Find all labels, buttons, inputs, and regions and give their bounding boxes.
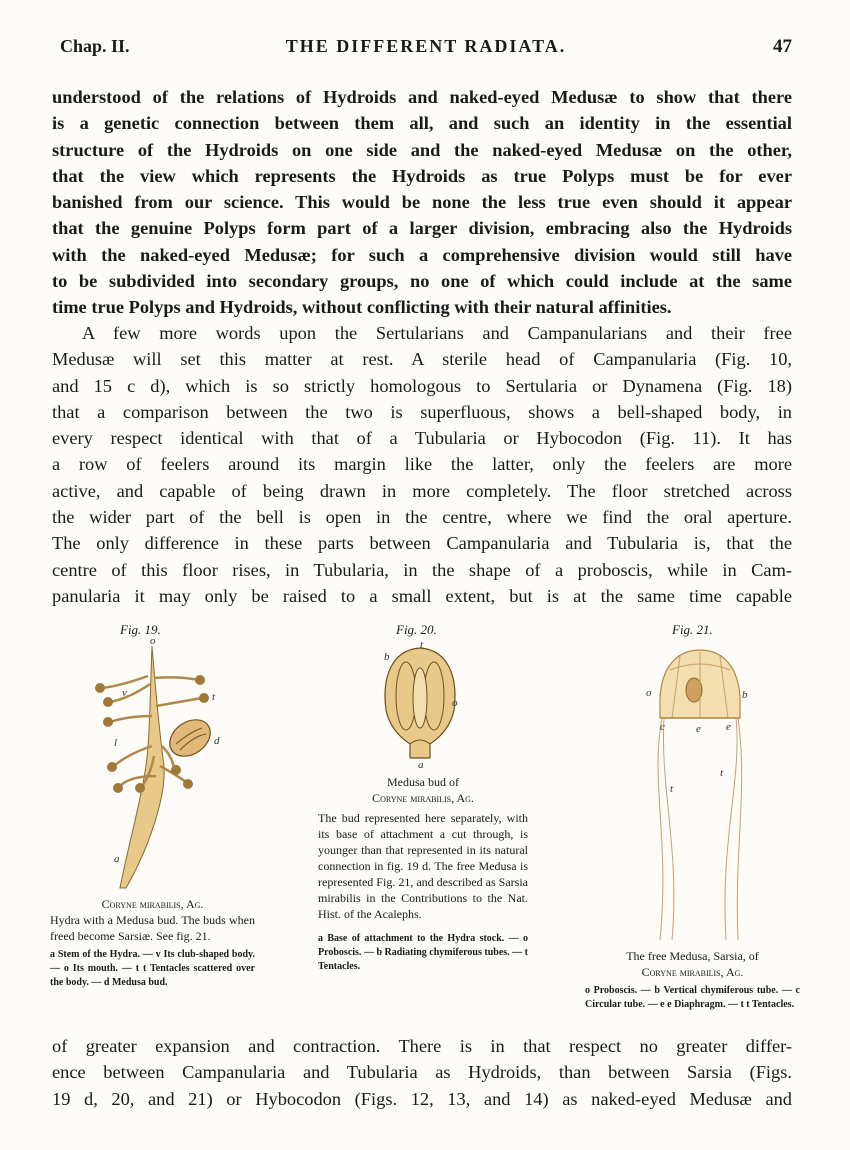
fig-19-legend: a Stem of the Hydra. — v Its club-shaped body. — o Its mouth. — t t Tentacles scattered over the body. — d Medusa bud. [50,949,255,988]
fig-21-legend: o Proboscis. — b Vertical chymiferous tube. — c Circular tube. — e e Diaphragm. — t t Tentacles. [585,985,800,1010]
fig-19-letter-l: l [114,737,118,749]
text-line: a row of feelers around its margin like the latter, only the feelers are more [52,454,792,475]
text-line: understood of the relations of Hydroids and naked-eyed Medusæ to show that there [52,87,792,107]
fig-19-caption-body: Hydra with a Medusa bud. The buds when freed become Sarsiæ. See fig. 21. [50,913,255,943]
fig-19-hydra-illustration [80,636,250,892]
fig-20-caption-title-1: Medusa bud of [387,775,459,789]
fig-19-caption-title: Coryne mirabilis, Ag. [101,897,204,911]
text-line: panularia it may only be raised to a small extent, but is at the same time capable [52,585,792,606]
text-line: ence between Campanularia and Tubularia as Hydroids, than between Sarsia (Figs. [52,1062,792,1083]
fig-20-letter-b: b [384,651,390,663]
fig-21-letter-c: c [660,721,665,733]
fig-19-letter-a: a [114,853,120,865]
fig-21-letter-o: o [646,687,652,699]
fig-19-letter-d: d [214,735,220,747]
running-header [60,36,792,60]
fig-20-caption [318,774,528,974]
text-line: the wider part of the bell is open in the centre, where we find the oral aperture. [52,507,792,528]
text-line: every respect identical with that of a Tubularia or Hybocodon (Fig. 11). It has [52,428,792,449]
chapter-label: Chap. II. [60,36,130,56]
text-line: that a comparison between the two is superfluous, shows a bell-shaped body, in [52,401,792,422]
fig-21-letter-e: e [696,723,701,735]
fig-21-letter-e-2: e [726,721,731,733]
text-line: A few more words upon the Sertularians and Campanularians and their free [82,323,792,343]
text-line: that the view which represents the Hydroids as true Polyps must be for ever [52,165,792,186]
paragraph-2 [52,320,792,609]
fig-21-letter-t-2: t [720,767,724,779]
fig-19-label: Fig. 19. [120,622,161,637]
fig-21-caption-title-1: The free Medusa, Sarsia, of [626,949,759,963]
text-line: and 15 c d), which is so strictly homologous to Sertularia or Dynamena (Fig. 18) [52,375,792,396]
fig-21-label: Fig. 21. [672,622,713,637]
text-line: with the naked-eyed Medusæ; for such a comprehensive division would still have [52,244,792,265]
fig-20-label: Fig. 20. [396,622,437,637]
fig-19-letter-o: o [150,636,156,647]
text-line: time true Polyps and Hydroids, without conflicting with their natural affinities. [52,297,672,318]
fig-20-caption-title-2: Coryne mirabilis, Ag. [372,791,474,805]
text-line: to be subdivided into secondary groups, no one of which could include at the same [52,271,792,292]
fig-19-caption [50,896,255,990]
text-line: Medusæ will set this matter at rest. A sterile head of Campanularia (Fig. 10, [52,349,792,370]
running-title: THE DIFFERENT RADIATA. [285,36,567,56]
text-line: of greater expansion and contraction. There is in that respect no greater differ- [52,1036,792,1056]
fig-20-medusa-bud-illustration [370,640,470,770]
fig-20-caption-body: The bud represented here separately, with its base of attachment a cut through, is younger than that represented in its natural connection in fig. 19 d. The free Medusa is represented Fig. 21, and described as Sarsia mirabilis in the Contributions to the Nat. Hist. of the Acalephs. [318,811,528,921]
text-line: active, and capable of being drawn in more completely. The floor stretched across [52,480,792,501]
fig-21-letter-t: t [670,783,674,795]
text-line: banished from our science. This would be none the less true even should it appear [52,192,792,213]
fig-20-letter-t: t [420,640,424,651]
fig-21-caption [585,948,800,1012]
fig-20-legend: a Base of attachment to the Hydra stock. — o Proboscis. — b Radiating chymiferous tubes. — t Tentacles. [318,933,528,972]
fig-19-letter-t: t [212,691,216,703]
fig-21-caption-title-2: Coryne mirabilis, Ag. [641,965,744,979]
text-line: structure of the Hydroids on one side and the naked-eyed Medusæ on the other, [52,139,792,160]
fig-19-letter-v: v [122,687,127,699]
text-line: 19 d, 20, and 21) or Hybocodon (Figs. 12, 13, and 14) as naked-eyed Medusæ and [52,1088,792,1109]
text-line: centre of this floor rises, in Tubularia, in the shape of a proboscis, while in Cam- [52,559,792,580]
text-line: that the genuine Polyps form part of a larger division, embracing also the Hydroids [52,218,792,239]
paragraph-1 [52,84,792,321]
fig-20-letter-a: a [418,759,424,770]
fig-20-letter-o: o [452,697,458,709]
text-line: is a genetic connection between them all, and such an identity in the essential [52,113,792,134]
fig-21-letter-b: b [742,689,748,701]
paragraph-3 [52,1033,792,1112]
page-number: 47 [773,36,792,57]
text-line: The only difference in these parts between Campanularia and Tubularia is, that the [52,533,792,554]
fig-21-free-medusa-illustration [630,640,770,950]
